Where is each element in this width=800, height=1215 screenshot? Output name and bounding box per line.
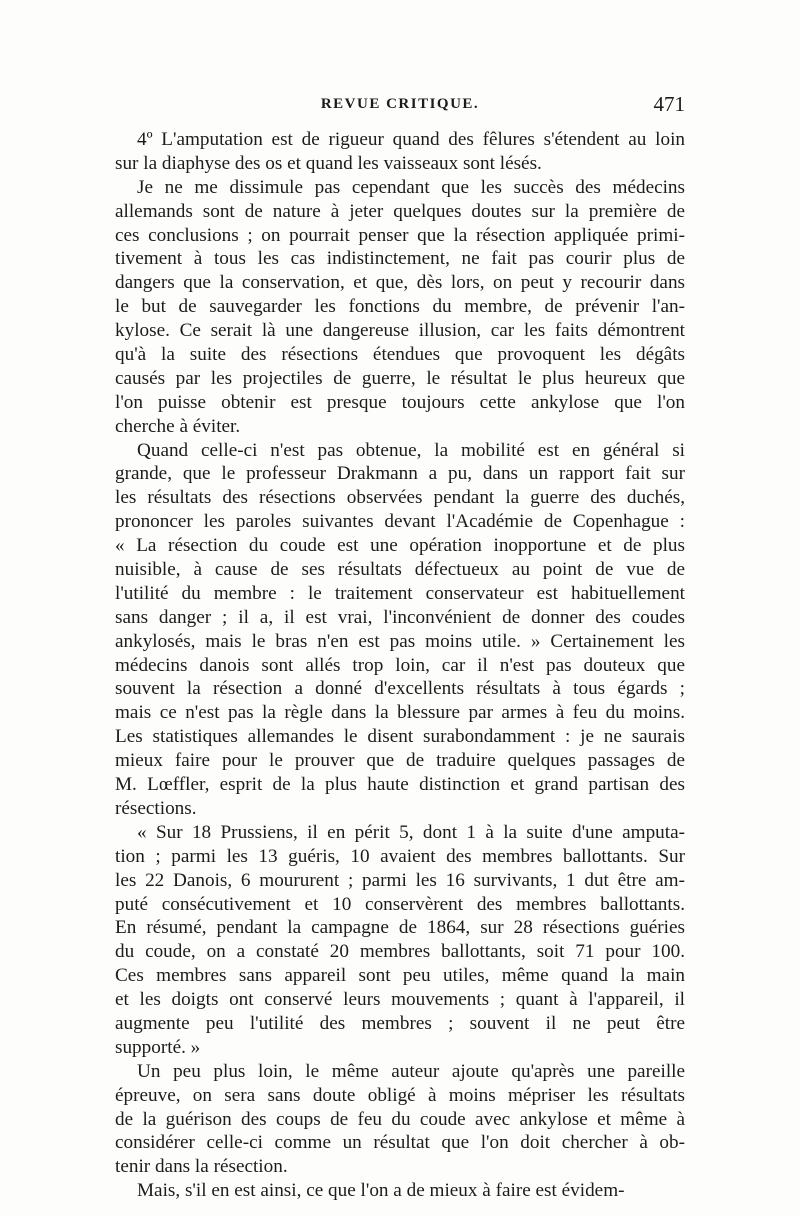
text-line: résections. bbox=[115, 797, 197, 819]
paragraph bbox=[115, 1179, 685, 1203]
text-line: considérer celle-ci comme un résultat que l'on doit chercher à ob- bbox=[115, 1132, 685, 1154]
text-line: « Sur 18 Prussiens, il en périt 5, dont 1 à la suite d'une amputa- bbox=[137, 821, 685, 843]
text-line: allemands sont de nature à jeter quelques doutes sur la première de bbox=[115, 200, 685, 222]
text-line: cherche à éviter. bbox=[115, 415, 241, 437]
text-line: prononcer les paroles suivantes devant l'Académie de Copenhague : bbox=[115, 511, 685, 533]
paragraph bbox=[115, 1060, 685, 1179]
text-line: de la guérison des coups de feu du coude avec ankylose et même à bbox=[115, 1108, 685, 1130]
text-line: causés par les projectiles de guerre, le résultat le plus heureux que bbox=[115, 367, 685, 389]
text-line: les résultats des résections observées pendant la guerre des duchés, bbox=[115, 487, 685, 509]
text-line: tivement à tous les cas indistinctement, ne fait pas courir plus de bbox=[115, 248, 685, 270]
text-line: kylose. Ce serait là une dangereuse illusion, car les faits démontrent bbox=[115, 320, 685, 342]
text-line: 4º L'amputation est de rigueur quand des fêlures s'étendent au loin bbox=[137, 129, 685, 150]
text-line: qu'à la suite des résections étendues que provoquent les dégâts bbox=[115, 344, 685, 366]
text-line: épreuve, on sera sans doute obligé à moins mépriser les résultats bbox=[115, 1084, 685, 1106]
body-text bbox=[115, 128, 685, 1203]
text-line: Quand celle-ci n'est pas obtenue, la mobilité est en général si bbox=[137, 439, 685, 461]
text-line: sur la diaphyse des os et quand les vaisseaux sont lésés. bbox=[115, 152, 542, 174]
text-line: Les statistiques allemandes le disent surabondamment : je ne saurais bbox=[115, 726, 685, 748]
text-line: dangers que la conservation, et que, dès lors, on peut y recourir dans bbox=[115, 272, 685, 294]
text-line: Un peu plus loin, le même auteur ajoute qu'après une pareille bbox=[137, 1060, 685, 1082]
text-line: et les doigts ont conservé leurs mouvements ; quant à l'appareil, il bbox=[115, 989, 685, 1011]
text-line: supporté. » bbox=[115, 1036, 201, 1058]
text-line: du coude, on a constaté 20 membres ballottants, soit 71 pour 100. bbox=[115, 941, 685, 963]
text-line: puté consécutivement et 10 conservèrent des membres ballottants. bbox=[115, 893, 685, 915]
text-line: mais ce n'est pas la règle dans la blessure par armes à feu du moins. bbox=[115, 702, 685, 724]
page-number: 471 bbox=[653, 92, 685, 116]
paragraph bbox=[115, 821, 685, 1060]
text-line: Mais, s'il en est ainsi, ce que l'on a de mieux à faire est évidem- bbox=[137, 1180, 625, 1202]
text-line: ces conclusions ; on pourrait penser que la résection appliquée primi- bbox=[115, 224, 685, 246]
text-line: souvent la résection a donné d'excellents résultats à tous égards ; bbox=[115, 678, 685, 700]
text-line: tenir dans la résection. bbox=[115, 1156, 288, 1178]
text-line: En résumé, pendant la campagne de 1864, sur 28 résections guéries bbox=[115, 917, 685, 939]
text-line: M. Lœffler, esprit de la plus haute distinction et grand partisan des bbox=[115, 774, 685, 796]
text-line: grande, que le professeur Drakmann a pu, dans un rapport fait sur bbox=[115, 463, 685, 485]
text-line: sans danger ; il a, il est vrai, l'inconvénient de donner des coudes bbox=[115, 606, 685, 628]
text-line: Ces membres sans appareil sont peu utiles, même quand la main bbox=[115, 965, 685, 987]
paragraph bbox=[115, 439, 685, 821]
paragraph bbox=[115, 128, 685, 176]
text-line: tion ; parmi les 13 guéris, 10 avaient des membres ballottants. Sur bbox=[115, 845, 685, 867]
text-line: l'utilité du membre : le traitement conservateur est habituellement bbox=[115, 582, 685, 604]
running-head bbox=[115, 92, 685, 124]
text-line: l'on puisse obtenir est presque toujours cette ankylose que l'on bbox=[115, 391, 685, 413]
text-line: médecins danois sont allés trop loin, car il n'est pas douteux que bbox=[115, 654, 685, 676]
running-title: REVUE CRITIQUE. bbox=[320, 96, 480, 112]
text-line: Je ne me dissimule pas cependant que les succès des médecins bbox=[137, 176, 685, 198]
paragraph bbox=[115, 176, 685, 439]
text-line: les 22 Danois, 6 moururent ; parmi les 16 survivants, 1 dut être am- bbox=[115, 869, 685, 891]
text-line: mieux faire pour le prouver que de traduire quelques passages de bbox=[115, 750, 685, 772]
text-line: augmente peu l'utilité des membres ; souvent il ne peut être bbox=[115, 1012, 685, 1034]
text-line: « La résection du coude est une opération inopportune et de plus bbox=[115, 535, 685, 557]
text-line: ankylosés, mais le bras n'en est pas moins utile. » Certainement les bbox=[115, 630, 685, 652]
text-line: le but de sauvegarder les fonctions du membre, de prévenir l'an- bbox=[115, 296, 685, 318]
text-line: nuisible, à cause de ses résultats défectueux au point de vue de bbox=[115, 559, 685, 581]
